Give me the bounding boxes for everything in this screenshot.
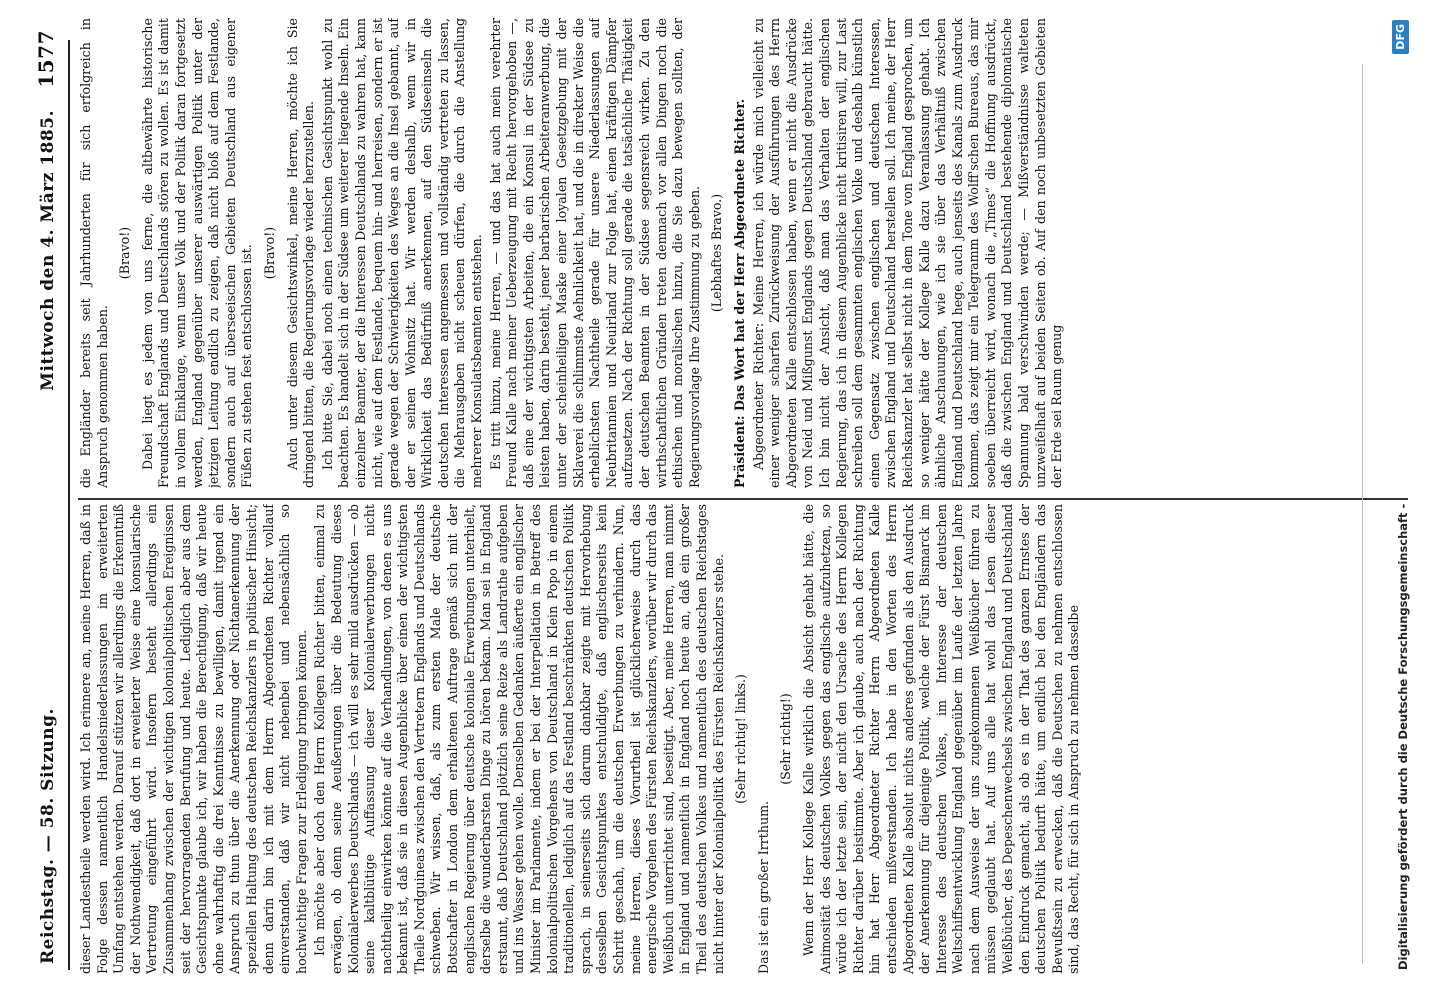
interjection: (Bravo!) <box>261 226 277 280</box>
paragraph: Auch unter diesem Gesichtswinkel, meine Herren, möchte ich Sie dringend bitten, die Regierungsvorlage wieder herzustellen. <box>284 18 317 488</box>
paragraph: Abgeordneter Richter: Meine Herren, ich würde mich vielleicht zu einer weniger scharfen Zurückweisung der Ausführungen des Herrn Abgeordneten Kalle entschlossen haben, wenn er nicht die Ausdrücke von Neid und Mißgunst Englands gegen Deutschland gebraucht hätte. Ich bin nicht der Ansicht, daß man das Verhalten der englischen Regierung, das ich in diesem Augenblicke nicht kritisiren will, zur Last schreiben soll dem gesammten englischen Volke und deshalb künstlich einen Gegensatz zwischen englischen und deutschen Interessen, zwischen England und Deutschland herstellen soll. Ich meine, der Herr Reichskanzler hat selbst nicht in dem Tone von England gesprochen, um so weniger hätte der Kollege Kalle dazu Veranlassung gehabt. Ich ähnliche Anschauungen, wie ich sie über das Verhältniß zwischen England und Deutschland hege, auch jenseits des Kanals zum Ausdruck kommen, das zeigt mir ein Telegramm des Wolff'schen Bureaus, das mir soeben überreicht wird, wonach die „Times“ die Hoffnung ausdrückt, daß die zwischen England und Deutschland bestehende diplomatische Spannung bald verschwinden werde; — Mißverständnisse walteten unzweifelhaft auf beiden Seiten ob. Auf den noch unbesetzten Gebieten der Erde sei Raum genug <box>750 18 1065 488</box>
paragraph: Das ist ein großer Irrthum. <box>755 800 771 974</box>
header-left: Reichstag. — 58. Sitzung. <box>38 708 58 964</box>
column-separator <box>78 498 1408 500</box>
page-number: 1577 <box>34 30 58 88</box>
running-header <box>28 30 68 970</box>
digitization-stamp <box>1396 10 1410 970</box>
header-rule <box>68 40 70 970</box>
left-text-column <box>78 504 1418 974</box>
paragraph: Es tritt hinzu, meine Herren, — und das hat auch mein verehrter Freund Kalle nach meiner Ueberzeugung mit Recht hervorgehoben —, daß eine der wichtigsten Arbeiten, die ein Konsul in der Südsee zu leisten haben, darin besteht, jener barbarischen Arbeiteranwerbung, die unter der scheinheiligen Maske einer loyalen Gesetzgebung mit der Sklaverei die schlimmste Aehnlichkeit hat, und die in direkter Weise die erheblichsten Nachtheile gerade für unsere Niederlassungen auf Neubritannien und Neuirland zur Folge hat, einen kräftigen Dämpfer aufzusetzen. Nach der Richtung soll gerade die tatsächliche Thätigkeit der deutschen Beamten in der Südsee segensreich wirken. Zu den wirthschaftlichen Gründen treten demnach vor allen Dingen noch die ethischen und moralischen hinzu, die Sie dazu bewegen sollten, der Regierungsvorlage Ihre Zustimmung zu geben. <box>487 18 702 488</box>
interjection: (Sehr richtig! links.) <box>733 674 749 804</box>
paragraph: dieser Landestheile werden wird. Ich erinnere an, meine Herren, daß in Folge dessen namentlich Handelsniederlassungen im erweiterten Umfang entstehen werden. Darauf stützen wir allerdings die Erkenntniß der Nothwendigkeit, daß dort in erweiterter Weise eine konsularische Vertretung eingeführt wird. Insofern besteht allerdings ein Zusammenhang zwischen der wichtigen kolonialpolitischen Ereignissen seit der hervorragenden Berufung und heute. Lediglich aber aus dem Gesichtspunkte glaube ich, wir haben die Berechtigung, daß wir heute ohne wahrhaftig die drei Kenntnisse zu bewilligen, damit irgend ein Anspruch zu thun über die Anerkennung oder Nichtanerkennung der speziellen Haltung des deutschen Reichskanzlers in politischer Hinsicht; denn darin bin ich mit dem Herrn Abgeordneten Richter vollauf einverstanden, daß wir nicht nebenbei und nebensächlich so hochwichtige Fragen zur Erledigung bringen können. <box>78 504 309 974</box>
paragraph: Ich möchte aber doch den Herrn Kollegen Richter bitten, einmal zu erwägen, ob denn seine Aeußerungen über die Bedeutung dieses Kolonialerwerbes Deutschlands — ich will es sehr mild ausdrücken — ob seine kaltblütige Auffassung dieser Kolonialerwerbungen nicht nachtheilig einwirken könnte auf die Verhandlungen, von denen es uns bekannt ist, daß sie in diesen Augenblicke über einen der wichtigsten Theile Nordguineas zwischen den Vertretern Englands und Deutschlands schweben. Wir wissen, daß, als zum ersten Male der deutsche Botschafter in London dem erhaltenen Auftrage gemäß sich mit der englischen Regierung über deutsche koloniale Erwerbungen unterhielt, derselbe die wunderbarsten Dinge zu hören bekam. Man sei in England erstaunt, daß Deutschland plötzlich seine Reize als Landrathe aufgeben und ins Wasser gehen wolle. Denselben Gedanken äußerte ein englischer Minister im Parlamente, indem er bei der Interpellation in Betreff des kolonialpolitischen Vorgehens von Deutschland in Klein Popo in einem traditionellen, lediglich auf das Festland beschränkten deutschen Politik sprach, in seinerseits sich darum dankbar zeigte mit Hervorhebung desselben Gesichtspunktes entschuldigte, daß englischerseits kein Schritt geschah, um die deutschen Erwerbungen zu verhindern. Nun, meine Herren, dieses Vorurtheil ist glücklicherweise durch das energische Vorgehen des Fürsten Reichskanzlers, worüber wir durch das Weißbuch unterrichtet sind, beseitigt. Aber, meine Herren, man nimmt in England und namentlich in England noch heute an, daß ein großer Theil des deutschen Volkes und namentlich des deutschen Reichstages nicht hinter der Kolonialpolitik des Fürsten Reichskanzlers stehe. <box>312 504 726 974</box>
paragraph: die Engländer bereits seit Jahrhunderten für sich erfolgreich in Anspruch genommen haben. <box>78 18 110 488</box>
interjection: (Bravo!) <box>117 226 133 280</box>
right-text-column <box>78 18 1418 488</box>
scan-edge <box>1362 64 1363 964</box>
interjection: (Lebhaftes Bravo.) <box>709 193 725 313</box>
paragraph: Dabei liegt es jedem von uns ferne, die altbewährte historische Freundschaft Englands und Deutschlands stören zu wollen. Es ist damit in vollem Einklange, wenn unser Volk und der Politik daran fortgesetzt werden, England gegenüber unserer auswärtigen Politik unter der jetzigen Leitung endlich zu zeigen, daß nicht bloß auf dem Festlande, sondern auch auf überseeischen Gebieten Deutschland aus eigener Füßen zu stehen fest entschlossen ist. <box>139 18 255 488</box>
paragraph: Ich bitte Sie, dabei noch einen technischen Gesichtspunkt wohl zu beachten. Es handelt sich in der Südsee um weiterer liegende Inseln. Ein einzelner Beamter, der die Interessen Deutschlands zu wahren hat, kann nicht, wie auf dem Festlande, bequem hin- und herreisen, sondern er ist gerade wegen der Schwierigkeiten des Weges an die Insel gebannt, auf der er seinen Wohnsitz hat. Wir werden deshalb, wenn wir in Wirklichkeit das Bedürfniß anerkennen, auf den Südseeinseln die deutschen Interessen angemessen und vollständig vertreten zu lassen, die Mehrausgaben nicht scheuen dürfen, die durch die Anstellung mehrerer Konsulatsbeamten entstehen. <box>319 18 485 488</box>
dfg-logo: DFG <box>1392 20 1409 54</box>
paragraph: Wenn der Herr Kollege Kalle wirklich die Absicht gehabt hätte, die Animosität des deutschen Volkes gegen das englische aufzuhetzen, so würde ich der letzte sein, der nicht den Ursache des Herrn Kollegen Richter darüber beistimmte. Aber ich glaube, auch nach der Richtung hin hat Herr Abgeordneter Richter Herrn Abgeordneten Kalle entschieden mißverstanden. Ich habe in den Worten des Herrn Abgeordneten Kalle absolut nichts anderes gefunden als den Ausdruck der Anerkennung für diejenige Politik, welche der Fürst Bismarck im Interesse des deutschen Volkes, im Interesse der deutschen Weltschiffsentwicklung England gegenüber im Laufe der letzten Jahre nach dem Ausweise der uns zugekommenen Weißbücher führen zu müssen geglaubt hat. Auf uns alle hat wohl das Lesen dieser Weißbücher, des Depeschenwechsels zwischen England und Deutschland den Eindruck gemacht, als ob es in der That des ganzen Ernstes der deutschen Politik bedurft hätte, um endlich bei den Engländern das Bewußtsein zu erwecken, daß die Deutschen zu nehmen entschlossen sind, das Recht, für sich in Anspruch zu nehmen dasselbe <box>800 504 1082 974</box>
interjection: (Sehr richtig!) <box>778 693 794 785</box>
paragraph: Präsident: Das Wort hat der Herr Abgeordnete Richter. <box>731 98 747 488</box>
header-right: Mittwoch den 4. März 1885. <box>38 110 58 391</box>
stamp-text: Digitalisierung gefördert durch die Deutsche Forschungsgemeinschaft - <box>1396 503 1410 970</box>
